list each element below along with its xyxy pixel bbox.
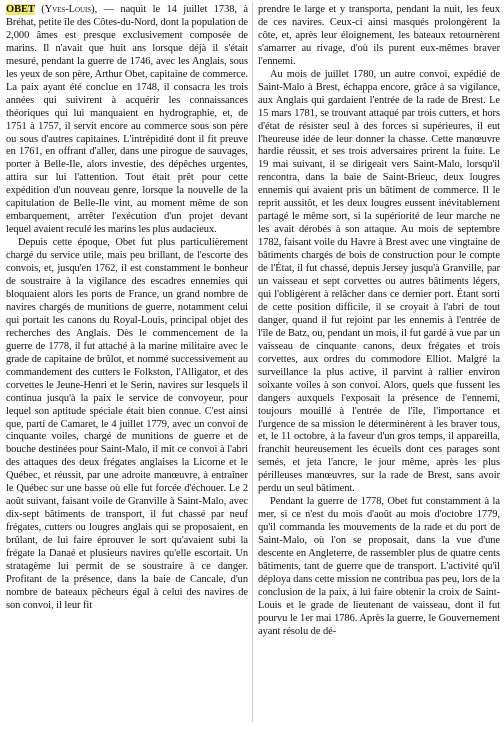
left-column bbox=[6, 4, 248, 613]
paragraph-5: Pendant la guerre de 1778, Obet fut constamment à la mer, si ce n'est du mois d'août au mois d'octobre 1779, qu'il commanda les mouvements de la rade et du port de Saint-Malo, où l'on se proposait, dans la vue d'une descente en Angleterre, de rassembler plus de quatre cents bâtiments, tant de guerre que de transport. L'activité qu'il déploya dans cette mission ne contribua pas peu, lors de la conclusion de la paix, à lui faire obtenir la croix de Saint-Louis et le grade de lieutenant de vaisseau, dont il fut pourvu le 1er mai 1786. Après la guerre, le Gouvernement ayant résolu de dé- bbox=[258, 496, 500, 637]
paragraph-3: prendre le large et y transporta, pendant la nuit, les feux de ces navires. Ceux-ci ainsi masqués prolongèrent la côte, et, après leur éloignement, les bateaux retournèrent s'amarrer au rivage, d'où ils purent eux-mêmes braver l'ennemi. bbox=[258, 4, 500, 67]
column-divider bbox=[252, 2, 253, 722]
paragraph-1 bbox=[6, 4, 248, 237]
paragraph-2: Depuis cette époque, Obet fut plus particulièrement chargé du service utile, mais peu brillant, de l'escorte des convois, et, jusqu'en 1762, il est constamment le bonheur de soustraire à la vigilance des escadres ennemies qui bloquaient alors les ports de France, un grand nombre de navires chargés de munitions de guerre, notamment celui qui portait les canons du Royal-Louis, principal objet des recherches des Anglais. Dès le commencement de la guerre de 1778, il fut attaché à la marine militaire avec le grade de capitaine de brûlot, et nommé successivement au commandement des cutters le Folkston, l'Alligator, et des corvettes le Jeune-Henri et le Serin, navires sur lesquels il continua jusqu'à la paix le service de convoyeur, pour lequel son aptitude spéciale était bien connue. C'est ainsi que, parti de Camaret, le 4 juillet 1779, avec un convoi de cinquante voiles, chargé de munitions de guerre et de bouche destinées pour Saint-Malo, il mit ce convoi à l'abri des attaques des deux frégates anglaises la Licorne et le Québec, et réussit, par une adroite manœuvre, à entraîner le Québec sur une basse où elle fut forcée d'échouer. Le 2 août suivant, faisant voile de Granville à Saint-Malo, avec dix-sept bâtiments de transport, il fut chassé par neuf frégates, cutters ou lougres anglais qui se proposaient, en brûlant, de lui faire éprouver le sort qu'avaient subi la frégate la Danaé et plusieurs navires qu'elle escortait. Un stratagème lui permit de se soustraire à ce danger. Profitant de la présence, dans la baie de Cancale, d'un nombre de bateaux pêcheurs égal à celui des navires de son convoi, il leur fit bbox=[6, 237, 248, 611]
headword: OBET bbox=[6, 4, 35, 15]
paragraph-4: Au mois de juillet 1780, un autre convoi, expédié de Saint-Malo à Brest, échappa encore, grâce à sa vigilance, aux Anglais qui gardaient l'entrée de la rade de Brest. Le 15 mars 1781, se trouvant attaqué par trois cutters, et hors d'état de résister seul à des forces si supérieures, il eut l'heureuse idée de leur donner la chasse. Cette manœuvre hardie réussit, et ses trois adversaires prirent la fuite. Le 19 mai suivant, il se dirigeait vers Saint-Malo, lorsqu'il rencontra, dans la baie de Saint-Brieuc, deux lougres ennemis qui avaient pris un bâtiment de commerce. Il le reprit aussitôt, et les deux lougres eussent inévitablement partagé le même sort, si la supériorité de leur marche ne les avait dérobés à son attaque. Au mois de septembre 1782, faisant voile du Havre à Brest avec une vingtaine de bâtiments chargés de bois de construction pour le compte de l'État, il fut chassé, depuis Jersey jusqu'à Granville, par un vaisseau et sept corvettes ou autres bâtiments légers, qui l'obligèrent à relâcher dans ce dernier port. Étant sorti de cette position difficile, il se croyait à l'abri de tout danger, quand il fut rejoint par les ennemis à l'entrée de l'île de Batz, ou, pendant un mois, il fut gardé à vue par un vaisseau de cinquante canons, deux frégates et trois corvettes, aux ordres du commodore Elliot. Malgré la surveillance la plus active, il parvint à rallier environ soixante voiles à son convoi. Alors, quels que fussent les dangers auxquels l'exposait la présence de l'ennemi, toujours mouillé à l'entrée de l'île, l'importance et l'urgence de sa mission le déterminèrent à les braver tous, et, le 11 octobre, à la faveur d'un gros temps, il appareilla, franchit heureusement les écueils dont ces parages sont semés, et jeta l'ancre, le jour même, après les plus périlleuses manœuvres, sur la rade de Brest, sans avoir perdu un seul bâtiment. bbox=[258, 68, 500, 495]
right-column bbox=[258, 4, 500, 639]
headword-qualifier: (Yves-Louis) bbox=[41, 4, 95, 15]
paragraph-1-text: , — naquit le 14 juillet 1738, à Bréhat, petite île des Côtes-du-Nord, dont la population de 2,000 âmes est presque exclusivement composée de marins. Il n'avait que huit ans lorsque déjà il s'était mesuré, pendant la guerre de 1746, avec les Anglais, sous les yeux de son père, Arthur Obet, capitaine de commerce. La paix ayant été conclue en 1748, il consacra les trois années qui suivirent à acquérir les connaissances théoriques qui lui manquaient en hydrographie, et, de 1751 à 1757, il servit encore au commerce sous son père ou sous d'autres capitaines. L'intrépidité dont il fit preuve en 1761, en offrant d'aller, dans une pirogue de sauvages, porter à Belle-Ile, alors investie, des dépêches urgentes, attira sur lui l'attention. Tout était prêt pour cette expédition d'un nouveau genre, lorsque la nouvelle de la capitulation de Belle-Ile vint, au moment même de son embarquement, arrêter l'exécution d'un projet devant lequel avaient reculé les marins les plus audacieux. bbox=[6, 4, 248, 236]
